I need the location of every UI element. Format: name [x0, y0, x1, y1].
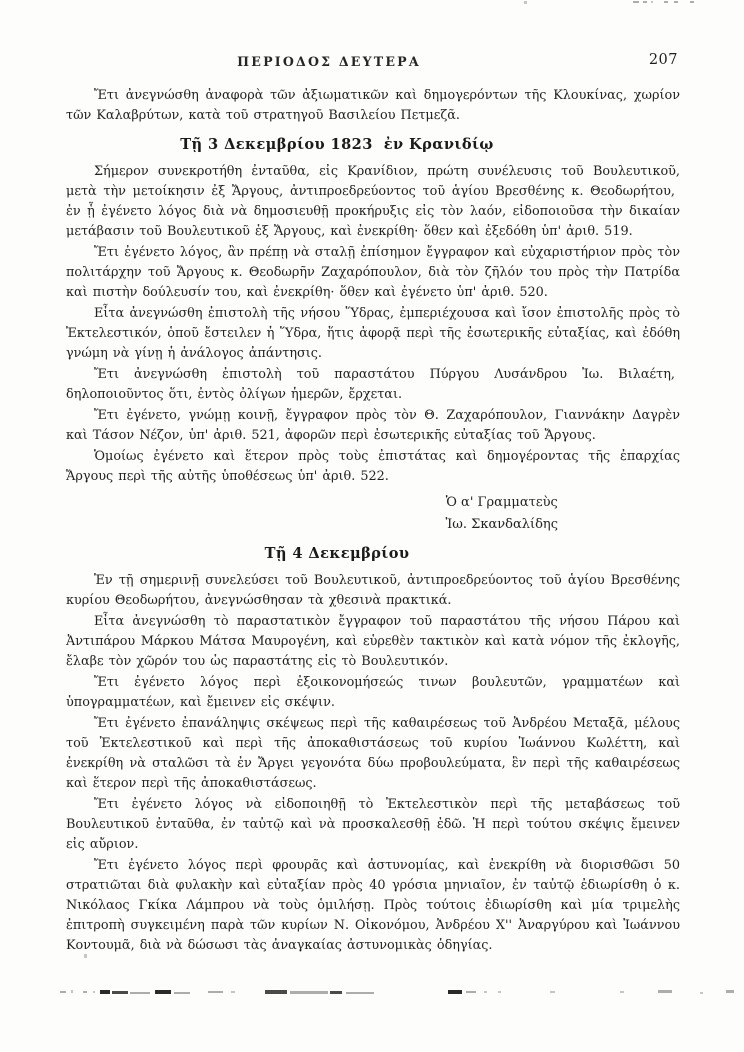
paragraph: Ἔτι ἐγένετο ἐπανάληψις σκέψεως περὶ τῆς καθαιρέσεως τοῦ Ἀνδρέου Μεταξᾶ, μέλους τοῦ Ἐκτελεστικοῦ καὶ περὶ τῆς ἀποκαθιστάσεως τοῦ κυρίου Ἰωάννου Κωλέττη, καὶ ἐνεκρίθη νὰ σταλῶσι τὰ ἐν Ἄργει γεγονότα δύω προβουλεύματα, ἓν περὶ τῆς καθαιρέσεως καὶ ἕτερον περὶ τῆς ἀποκαθιστάσεως. — [66, 716, 680, 791]
signature-name: Ἰω. Σκανδαλίδης — [445, 516, 558, 532]
paragraph-intro: Ἔτι ἀνεγνώσθη ἀναφορὰ τῶν ἀξιωματικῶν καὶ δημογερόντων τῆς Κλουκίνας, χωρίον τῶν Καλαβρύτων, κατὰ τοῦ στρατηγοῦ Βασιλείου Πετμεζᾶ. — [66, 88, 680, 123]
scan-artifact — [130, 992, 150, 994]
scan-artifact — [674, 1, 678, 3]
scan-artifact — [448, 990, 462, 994]
scan-artifact — [550, 991, 555, 993]
scan-artifact — [93, 991, 95, 993]
paragraph: Εἶτα ἀνεγνώσθη ἐπιστολὴ τῆς νήσου Ὕδρας, ἐμπεριέχουσα καὶ ἴσον ἐπιστολῆς πρὸς τὸ Ἐκτελεστικόν, ὁποῦ ἔστειλεν ἡ Ὕδρα, ἥτις ἀφορᾷ περὶ τῆς ἐσωτερικῆς εὐταξίας, καὶ ἐδόθη γνώμη νὰ γίνῃ ἡ ἀνάλογος ἀπάντησις. — [66, 306, 680, 361]
scan-artifact — [524, 1, 527, 4]
scan-artifact — [84, 954, 87, 958]
paragraph: Ἐν τῇ σημερινῇ συνελεύσει τοῦ Βουλευτικοῦ, ἀντιπροεδρεύοντος τοῦ ἁγίου Βρεσθένης κυρίου Θεοδωρήτου, ἀνεγνώσθησαν τὰ χθεσινὰ πρακτικά. — [66, 573, 680, 608]
signature-block — [446, 492, 558, 535]
scan-artifact — [174, 992, 190, 994]
running-title: ΠΕΡΙΟΔΟΣ ΔΕΥΤΕΡΑ — [237, 54, 421, 69]
signature-role: Ὁ α' Γραμματεὺς — [445, 495, 558, 510]
scan-artifact — [620, 991, 624, 993]
paragraph: Ἔτι ἐγένετο λόγος νὰ εἰδοποιηθῇ τὸ Ἐκτελεστικὸν περὶ τῆς μεταβάσεως τοῦ Βουλευτικοῦ ἐνταῦθα, ἐν ταὐτῷ καὶ νὰ προσκαλεσθῇ ἐδῶ. Ἡ περὶ τούτου σκέψις ἔμεινεν εἰς αὔριον. — [66, 797, 680, 852]
scan-artifact — [484, 991, 487, 993]
scan-artifact — [346, 992, 374, 994]
scan-artifact — [633, 1, 639, 3]
scan-artifact — [466, 991, 476, 993]
paragraph: Ἔτι ἐγένετο λόγος περὶ ἐξοικονομήσεώς τινων βουλευτῶν, γραμματέων καὶ ὑπογραμματέων, καὶ ἔμεινεν εἰς σκέψιν. — [66, 675, 680, 710]
scan-artifact — [700, 992, 703, 994]
scan-artifact — [651, 1, 653, 3]
scan-artifact — [71, 990, 73, 993]
scan-artifact — [231, 991, 235, 993]
scan-artifact — [690, 1, 694, 3]
paragraph: Ἔτι ἐγένετο λόγος περὶ φρουρᾶς καὶ ἀστυνομίας, καὶ ἐνεκρίθη νὰ διορισθῶσι 50 στρατιῶται διὰ φυλακὴν καὶ εὐταξίαν πρὸς 40 γρόσια μηνιαῖον, ἐν ταὐτῷ ἐδιωρίσθη ὁ κ. Νικόλαος Γκίκα Λάμπρου νὰ τοὺς ὁμιλήσῃ. Πρὸς τούτοις ἐδιωρίσθη καὶ μία τριμελὴς ἐπιτροπὴ συγκειμένη παρὰ τῶν κυρίων Ν. Οἰκονόμου, Ἀνδρέου Χ'' Ἀναργύρου καὶ Ἰωάννου Κοντουμᾶ, διὰ νὰ δώσωσι τὰς ἀναγκαίας ἀστυνομικὰς ὁδηγίας. — [66, 858, 680, 953]
paragraph: Σήμερον συνεκροτήθη ἐνταῦθα, εἰς Κρανίδιον, πρώτη συνέλευσις τοῦ Βουλευτικοῦ, μετὰ τὴν μετοίκησιν ἐξ Ἄργους, ἀντιπροεδρεύοντος τοῦ ἁγίου Βρεσθένης κ. Θεοδωρήτου, ἐν ᾗ ἐγένετο λόγος διὰ νὰ δημοσιευθῇ προκήρυξις εἰς τὸν λαόν, εἰδοποιοῦσα τὴν δικαίαν μετάβασιν τοῦ Βουλευτικοῦ ἐξ Ἄργους, καὶ ἐνεκρίθη· ὅθεν καὶ ἐξεδόθη ὑπ' ἀριθ. 519. — [66, 164, 680, 239]
scan-artifact — [83, 991, 87, 993]
scan-artifact — [60, 991, 66, 993]
scan-artifact — [208, 991, 223, 993]
paragraph: Ὁμοίως ἐγένετο καὶ ἕτερον πρὸς τοὺς ἐπιστάτας καὶ δημογέροντας τῆς ἐπαρχίας Ἄργους περὶ τῆς αὐτῆς ὑποθέσεως ὑπ' ἀριθ. 522. — [66, 449, 680, 484]
paragraph: Ἔτι ἐγένετο, γνώμῃ κοινῇ, ἔγγραφον πρὸς τὸν Θ. Ζαχαρόπουλον, Γιαννάκην Δαγρὲν καὶ Τάσον Νέζον, ὑπ' ἀριθ. 521, ἀφορῶν περὶ ἐσωτερικῆς εὐταξίας τοῦ Ἄργους. — [66, 408, 680, 443]
paragraph: Εἶτα ἀνεγνώσθη τὸ παραστατικὸν ἔγγραφον τοῦ παραστάτου τῆς νήσου Πάρου καὶ Ἀντιπάρου Μάρκου Μάτσα Μαυρογένη, καὶ εὑρεθὲν τακτικὸν καὶ κατὰ νόμον τῆς ἐκλογῆς, ἔλαβε τὸν χῶρόν του ὡς παραστάτης εἰς τὸ Βουλευτικόν. — [66, 614, 680, 669]
scan-artifact — [498, 991, 501, 993]
scan-artifact — [265, 990, 287, 994]
scan-artifact — [664, 1, 668, 3]
scan-artifact — [658, 990, 672, 993]
paragraph: Ἔτι ἐγένετο λόγος, ἂν πρέπῃ νὰ σταλῇ ἐπίσημον ἔγγραφον καὶ εὐχαριστήριον πρὸς τὸν πολιτάρχην τοῦ Ἄργους κ. Θεοδωρῆν Ζαχαρόπουλον, διὰ τὸν ζῆλόν του πρὸς τὴν Πατρίδα καὶ πιστὴν δούλευσίν του, καὶ ἐνεκρίθη· ὅθεν καὶ ἐγένετο ὑπ' ἀριθ. 520. — [66, 245, 680, 300]
scan-artifact — [726, 990, 734, 993]
scan-artifact — [290, 991, 328, 994]
scan-artifact — [100, 990, 110, 994]
page-number: 207 — [648, 52, 678, 68]
paragraph: Ἔτι ἀνεγνώσθη ἐπιστολὴ τοῦ παραστάτου Πύργου Λυσάνδρου Ἰω. Βιλαέτη, δηλοποιοῦντος ὅτι, ἐντὸς ὀλίγων ἡμερῶν, ἔρχεται. — [66, 367, 680, 402]
scan-artifact — [112, 991, 128, 994]
text-block — [66, 54, 680, 957]
page-header — [66, 54, 680, 72]
scan-artifact — [155, 990, 171, 994]
scan-artifact — [330, 991, 342, 994]
scan-artifact — [643, 1, 647, 3]
session-heading-december-4: Τῇ 4 Δεκεμβρίου — [264, 545, 410, 562]
session-heading-december-3: Τῇ 3 Δεκεμβρίου 1823 ἐν Κρανιδίῳ — [180, 136, 494, 153]
